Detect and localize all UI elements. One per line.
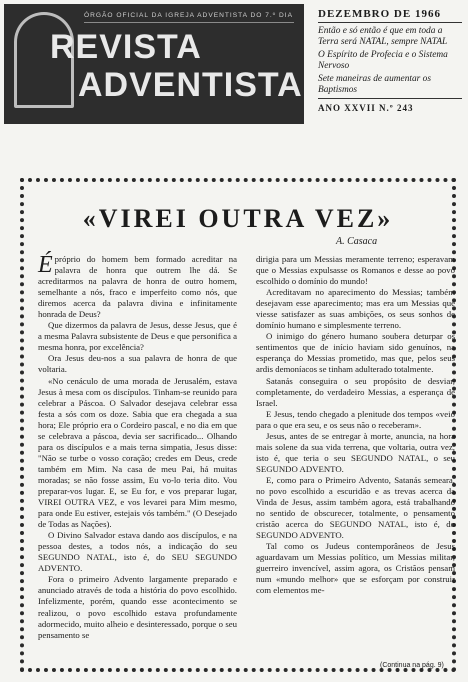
header-rule — [318, 22, 462, 23]
drop-cap: É — [38, 252, 53, 278]
article-column-left — [38, 254, 237, 641]
paragraph: E, como para o Primeiro Advento, Satanás semeara, no povo escolhido a escuridão e as trevas acerca da Vinda de Jesus, assim também agora, está trabalhando no sentido de obscurecer, totalmente, o pensamento cristão acerca do SEGUNDO NATAL, isto é, do SEGUNDO ADVENTO. — [256, 474, 455, 541]
cover-topics — [318, 26, 464, 98]
paragraph: Que dizermos da palavra de Jesus, desse Jesus, que é a mesma Palavra subsistente de Deus e que personifica a mesma honra, por excelência? — [38, 320, 237, 353]
paragraph: Ora Jesus deu-nos a sua palavra de honra de que voltaria. — [38, 353, 237, 375]
paragraph: Satanás conseguira o seu propósito de desviar, completamente, do verdadeiro Messias, a esperança de Israel. — [256, 375, 455, 408]
topic-item: Sete maneiras de aumentar os Baptismos — [318, 74, 432, 95]
paragraph: E Jesus, tendo chegado a plenitude dos tempos «veio para o que era seu, e os seus não o receberam». — [256, 408, 455, 430]
paragraph: Fora o primeiro Advento largamente preparado e anunciado através de toda a história do povo escolhido. Infelizmente, porém, quando esse acontecimento se realizou, o povo escolhido estava profundamente adormecido, muito alheio e desinteressado, porque o seu pensamento se — [38, 574, 237, 640]
masthead-organ: ÓRGÃO OFICIAL DA IGREJA ADVENTISTA DO 7.º DIA — [84, 12, 293, 19]
paragraph: «No cenáculo de uma morada de Jerusalém, estava Jesus à mesa com os discípulos. Tinham-se reunido para celebrar a Páscoa. O Salvador desejava celebrar essa festa a sós com os doze. Sabia que era chegada a sua hora; Ele próprio era o Cordeiro pascal, e no dia em que se celebrava a páscoa, devia ser sacrificado... Olhando para os discípulos e a mais terna simpatia, Jesus disse: "Não se turbe o vosso coração; credes em Deus, crede também em Mim. Na casa de meu Pai, há muitas moradas; se não fosse assim, Eu vo-lo teria dito. Vou preparar-vos lugar. E, se Eu for, e vos preparar lugar, VIREI OUTRA VEZ, e vos levarei para Mim mesmo, para onde Eu estiver, estejais vós também." (O Desejado de Todas as Nações). — [38, 375, 237, 530]
issue-date: DEZEMBRO DE 1966 — [318, 8, 441, 20]
masthead-title-line2: ADVENTISTA — [78, 66, 303, 104]
paragraph: Acreditavam no aparecimento do Messias; também desejavam esse aparecimento; mas era um Messias que viesse satisfazer as suas ambições, os seus sonhos de domínio humano e simplesmente terreno. — [256, 287, 455, 331]
topic-item: O Espírito de Profecia e o Sistema Nervoso — [318, 50, 448, 71]
issue-number: ANO XXVII N.º 243 — [318, 98, 462, 113]
paragraph: O inimigo do género humano soubera deturpar os sentimentos que de início haviam sido genuínos, na esperança do Messias prometido, mas que, pelos seus ardis demoníacos se tinham adulterado totalmente. — [256, 331, 455, 375]
article-column-right — [256, 254, 455, 596]
paragraph: Épróprio do homem bem formado acreditar na palavra de honra que outrem lhe dá. Se acreditarmos na palavra de honra de outro homem, semelhante a nós, fraco e imperfeito como nós, que diremos acerca da palavra divina e infinitamente honrada de Deus? — [38, 252, 237, 320]
article-title: «VIREI OUTRA VEZ» — [82, 204, 394, 233]
topic-item: Então e só então é que em toda a Terra será NATAL, sempre NATAL — [318, 26, 448, 47]
paragraph: O Divino Salvador estava dando aos discípulos, e na pessoa destes, a todos nós, a indicação do seu SEGUNDO NATAL, isto é, do SEU SEGUNDO ADVENTO. — [38, 530, 237, 574]
continued-note: (Continua na pág. 9) — [380, 662, 444, 669]
masthead-title-line1: REVISTA — [50, 28, 202, 66]
paragraph: dirigia para um Messias meramente terreno; esperavam que o Messias expulsasse os Romanos e desse ao povo escolhido o domínio do mundo! — [256, 254, 455, 287]
masthead — [4, 4, 304, 124]
masthead-rule — [84, 22, 294, 23]
paragraph: Tal como os Judeus contemporâneos de Jesus aguardavam um Messias político, um Messias militar, guerreiro invencível, assim agora, os Cristãos pensam num «mundo melhor» que se esforçam por construir com elementos me- — [256, 541, 455, 596]
article-author: A. Casaca — [336, 236, 378, 247]
paragraph: Jesus, antes de se entregar à morte, anuncia, na hora mais solene da sua vida terrena, que voltaria, outra vez, isto é, que teria o seu SEGUNDO NATAL, o seu SEGUNDO ADVENTO. — [256, 430, 455, 474]
